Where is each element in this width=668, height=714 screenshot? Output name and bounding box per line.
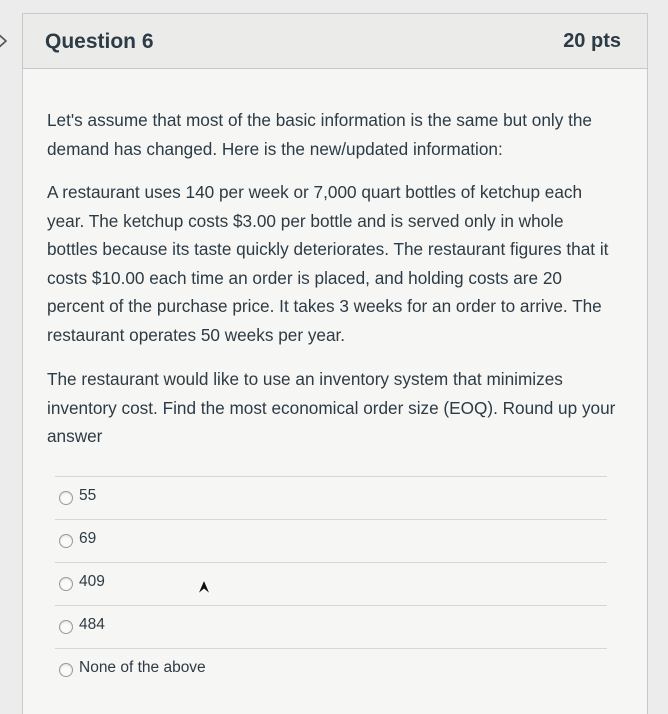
answer-option-3[interactable] — [55, 562, 607, 604]
radio-button-icon[interactable] — [59, 620, 73, 634]
radio-button-icon[interactable] — [59, 577, 73, 591]
question-card — [22, 13, 648, 714]
answer-divider — [55, 562, 607, 563]
radio-button-icon[interactable] — [59, 663, 73, 677]
question-header — [23, 14, 647, 69]
question-scenario-text: A restaurant uses 140 per week or 7,000 quart bottles of ketchup each year. The ketchup costs $3.00 per bottle and is served only in whole bottles because its taste quickly deteriorates. The restaurant figures that it costs $10.00 each time an order is placed, and holding costs are 20 percent of the purchase price. It takes 3 weeks for an order to arrive. The restaurant operates 50 weeks per year. — [47, 182, 609, 345]
question-title: Question 6 — [45, 30, 154, 53]
answer-divider — [55, 648, 607, 649]
answer-label[interactable]: 55 — [79, 487, 97, 504]
chevron-right-icon[interactable] — [0, 30, 12, 52]
answer-option-1[interactable] — [55, 476, 607, 518]
answer-option-4[interactable] — [55, 605, 607, 647]
radio-button-icon[interactable] — [59, 534, 73, 548]
question-points: 20 pts — [563, 30, 621, 52]
mouse-pointer-icon — [196, 578, 212, 596]
answer-divider — [55, 476, 607, 477]
answer-option-5[interactable] — [55, 648, 607, 690]
question-prompt-text: The restaurant would like to use an inventory system that minimizes inventory cost. Find the most economical order size (EOQ). Round up your answer — [47, 369, 616, 446]
answer-option-2[interactable] — [55, 519, 607, 561]
radio-button-icon[interactable] — [59, 491, 73, 505]
question-intro-text: Let's assume that most of the basic information is the same but only the demand has changed. Here is the new/updated information: — [47, 110, 592, 159]
answer-divider — [55, 605, 607, 606]
answer-label[interactable]: None of the above — [79, 659, 206, 676]
answer-label[interactable]: 69 — [79, 530, 97, 547]
answer-divider — [55, 519, 607, 520]
answer-label[interactable]: 409 — [79, 573, 105, 590]
answer-label[interactable]: 484 — [79, 616, 105, 633]
